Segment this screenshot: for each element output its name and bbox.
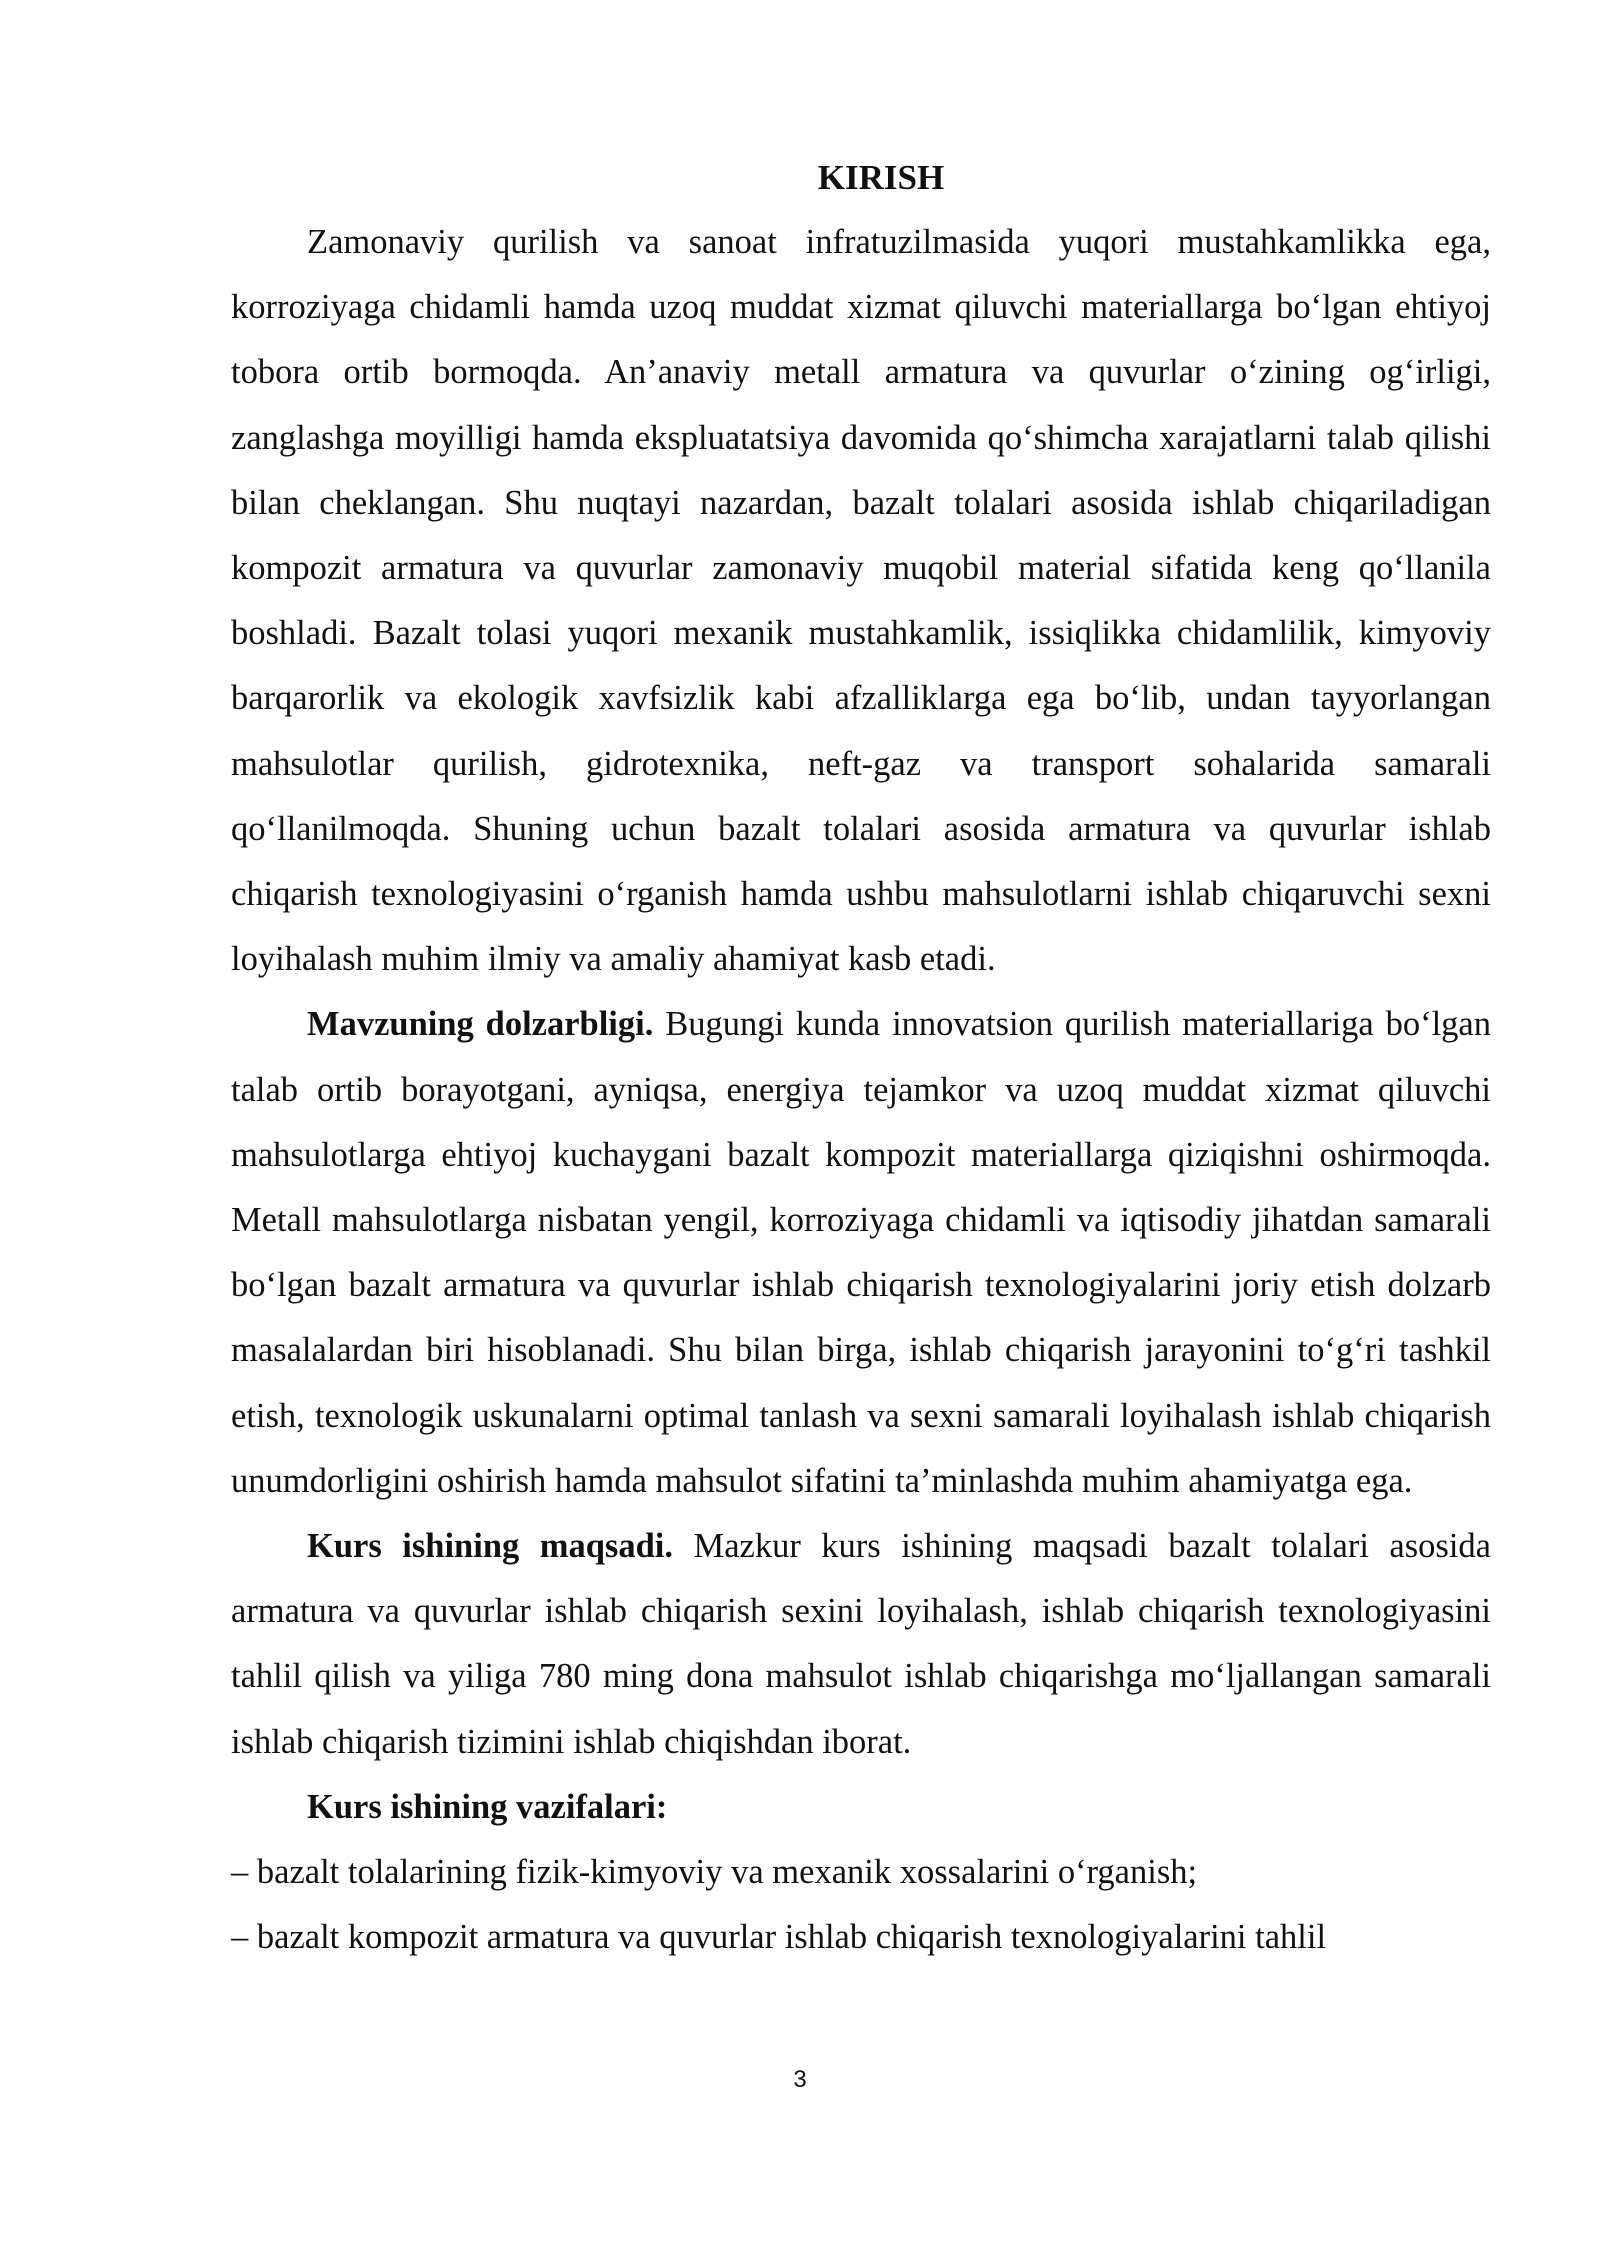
tasks-list: [231, 1840, 1491, 1970]
goal-text: Mazkur kurs ishining maqsadi bazalt tolalari asosida armatura va quvurlar ishlab chiqarish sexini loyihalash, ishlab chiqarish texnologiyasini tahlil qilish va yiliga 780 ming dona mahsulot ishlab chiqarishga mo‘ljallangan samarali ishlab chiqarish tizimini ishlab chiqishdan iborat.: [231, 1527, 1491, 1761]
relevance-label: Mavzuning dolzarbligi.: [307, 1005, 654, 1044]
intro-paragraph: Zamonaviy qurilish va sanoat infratuzilmasida yuqori mustahkamlikka ega, korroziyaga chidamli hamda uzoq muddat xizmat qiluvchi materiallarga bo‘lgan ehtiyoj tobora ortib bormoqda. An’anaviy metall armatura va quvurlar o‘zining og‘irligi, zanglashga moyilligi hamda ekspluatatsiya davomida qo‘shimcha xarajatlarni talab qilishi bilan cheklangan. Shu nuqtayi nazardan, bazalt tolalari asosida ishlab chiqariladigan kompozit armatura va quvurlar zamonaviy muqobil material sifatida keng qo‘llanila boshladi. Bazalt tolasi yuqori mexanik mustahkamlik, issiqlikka chidamlilik, kimyoviy barqarorlik va ekologik xavfsizlik kabi afzalliklarga ega bo‘lib, undan tayyorlangan mahsulotlar qurilish, gidrotexnika, neft-gaz va transport sohalarida samarali qo‘llanilmoqda. Shuning uchun bazalt tolalari asosida armatura va quvurlar ishlab chiqarish texnologiyasini o‘rganish hamda ushbu mahsulotlarni ishlab chiqaruvchi sexni loyihalash muhim ilmiy va amaliy ahamiyat kasb etadi.: [231, 223, 1491, 979]
tasks-heading: Kurs ishining vazifalari:: [307, 1787, 668, 1826]
section-title: KIRISH: [817, 158, 945, 197]
goal-label: Kurs ishining maqsadi.: [307, 1527, 674, 1566]
page-number: 3: [793, 2066, 807, 2093]
goal-paragraph: [231, 1514, 1491, 1775]
relevance-text: Bugungi kunda innovatsion qurilish materiallariga bo‘lgan talab ortib borayotgani, ayniqsa, energiya tejamkor va uzoq muddat xizmat qiluvchi mahsulotlarga ehtiyoj kuchaygani bazalt kompozit materiallarga qiziqishni oshirmoqda. Metall mahsulotlarga nisbatan yengil, korroziyaga chidamli va iqtisodiy jihatdan samarali bo‘lgan bazalt armatura va quvurlar ishlab chiqarish texnologiyalarini joriy etish dolzarb masalalardan biri hisoblanadi. Shu bilan birga, ishlab chiqarish jarayonini to‘g‘ri tashkil etish, texnologik uskunalarni optimal tanlash va sexni samarali loyihalash ishlab chiqarish unumdorligini oshirish hamda mahsulot sifatini ta’minlashda muhim ahamiyatga ega.: [231, 1005, 1491, 1500]
document-page: [231, 145, 1491, 1970]
list-item: – bazalt tolalarining fizik-kimyoviy va mexanik xossalarini o‘rganish;: [231, 1853, 1198, 1892]
relevance-paragraph: [231, 992, 1491, 1514]
list-item: – bazalt kompozit armatura va quvurlar ishlab chiqarish texnologiyalarini tahlil: [231, 1918, 1327, 1957]
